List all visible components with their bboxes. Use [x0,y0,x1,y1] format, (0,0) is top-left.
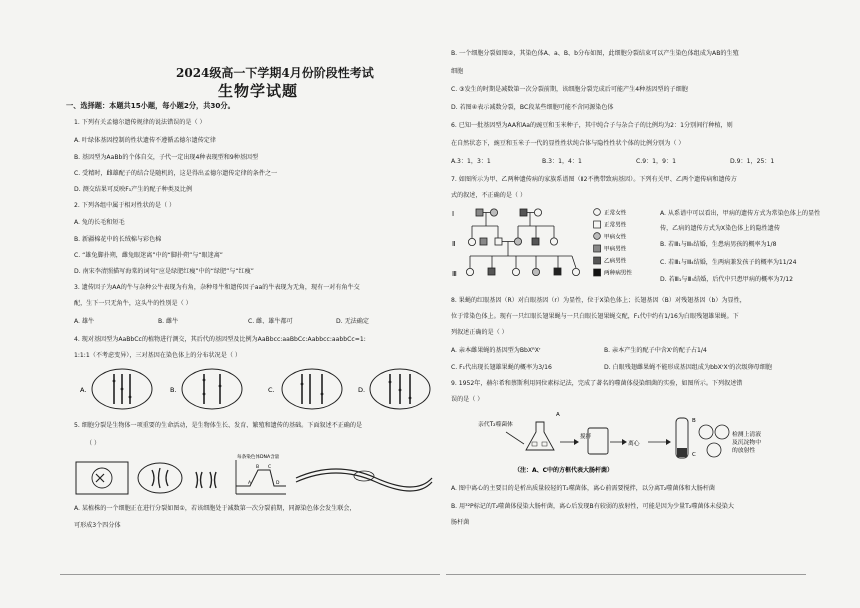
q3-option-c: C. 雌、雄牛都可 [248,318,293,325]
legend-4: 甲病男性 [604,246,627,253]
gen-label-1: Ⅰ [452,210,455,218]
q8-stem-2: 位于常染色体上。现有一只红眼长翅果蝇与一只白眼长翅果蝇交配，F₁代中约有1/16为白眼残翅雄果蝇。下 [451,313,739,320]
bottom-divider-right [446,574,806,575]
legend-3: 甲病女性 [604,234,627,241]
legend-1: 正常女性 [604,210,627,217]
q7-stem-1: 7. 如图所示为甲、乙两种遗传病的家族系谱图（Ⅱ2不携带致病基因）。下列有关甲、乙两个遗传病和遗传方 [451,176,737,183]
q9-stem-2: 误的是（ ） [451,396,484,403]
fig5-point-b: B [256,465,260,470]
q1-option-c: C. 受精时，雌雄配子的结合是随机的，这是得出孟德尔遗传定律的条件之一 [74,170,278,177]
q4-label-a: A. [80,386,87,394]
exam-title: 2024级高一下学期4月份阶段性考试 [176,66,374,80]
pedigree-legend [592,206,652,284]
q5-figure [74,452,436,498]
q7-option-a-2: 传，乙病的遗传方式为X染色体上的隐性遗传 [660,225,780,232]
q8-stem-1: 8. 果蝇的红眼基因（R）对白眼基因（r）为显性，位于X染色体上；长翅基因（B）对残翅基因（b）为显性， [451,297,746,304]
legend-2: 正常男性 [604,222,627,229]
q3-option-d: D. 无法确定 [336,318,369,325]
q4-label-b: B. [170,386,177,394]
q5-option-a-1: A. 某植株的一个细胞正在进行分裂如图①，若该细胞处于减数第一次分裂前期，同源染色体会发生联会， [74,505,356,512]
fig9-detect-1: 检测上清液 [732,432,761,438]
bottom-divider-left [60,574,440,575]
q6-stem-1: 6. 已知一批基因型为AA和Aa的豌豆和玉米种子，其中纯合子与杂合子的比例均为2：1分别间行种植，则 [451,122,733,129]
q7-option-d: D. 若Ⅲ₁与Ⅲ₅结婚，后代中只患甲病的概率为7/12 [660,276,794,283]
q4-label-d: D. [358,386,366,394]
q8-stem-3: 列叙述正确的是（ ） [451,329,508,336]
q9-stem-1: 9. 1952年，赫尔希和蔡斯利用同位素标记法，完成了著名的噬菌体侵染细菌的实验，如图所示。下列叙述错 [451,380,743,387]
q4-cell-d [370,369,430,409]
q1-option-d: D. 测交结果可反映F₁产生的配子种类及比例 [74,186,193,193]
fig9-label-c: C [692,452,696,458]
gen-label-2: Ⅱ [452,240,456,248]
fig5-point-c: C [268,465,272,470]
q9-option-b-2: 肠杆菌 [451,519,470,526]
q5-fig-2 [138,463,182,493]
q4-stem-1: 4. 现对基因型为AaBbCc的植物进行测交，其后代的基因型及比例为AaBbcc:aaBbCc:Aabbcc:aabbCc=1: [74,336,366,343]
q9-option-b-1: B. 用³²P标记的T₂噬菌体侵染大肠杆菌，离心后发现B有较弱的放射性，可能是因为少量T₂噬菌体未侵染大 [451,503,734,510]
q8-option-d: D. 白眼残翅雌果蝇不能形成基因组成为bbXʳXʳ的次级卵母细胞 [604,364,772,371]
q2-option-c: C. “雄兔脚扑朔，雌兔眼迷离”中的“脚扑朔”与“眼迷离” [74,252,223,259]
q3-stem-2: 配，生下一只无角牛，这头牛的性别是（ ） [74,300,192,307]
q2-option-a: A. 兔的长毛和短毛 [74,219,125,226]
q5-fig-4-chart [236,453,286,494]
q6-option-a: A.3：1，3：1 [451,158,491,165]
q8-option-b: B. 亲本产生的配子中含Xʳ的配子占1/4 [604,347,707,354]
q7-stem-2: 式的叙述，不正确的是（ ） [451,192,527,199]
q5-option-c: C. ③发生的时期是减数第一次分裂前期，该细胞分裂完成后可能产生4种基因型的子细胞 [451,86,688,93]
q5-stem-2: （ ） [86,440,101,447]
q1-option-a: A. 叶绿体基因控制的性状遗传不遵循孟德尔遗传定律 [74,137,216,144]
q3-option-b: B. 雌牛 [158,318,179,325]
fig9-note: （注：A、C中的方框代表大肠杆菌） [514,467,614,474]
q3-option-a: A. 雄牛 [74,318,95,325]
q2-stem: 2. 下列各组中属于相对性状的是（ ） [74,202,176,209]
exam-subject: 生物学试题 [218,82,299,100]
q5-fig-1 [76,462,128,494]
q6-option-d: D.9：1，25：1 [730,158,775,165]
q4-stem-2: 1:1:1（不考虑变异），三对基因在染色体上的分布状况是（ ） [74,352,241,359]
fig5-point-a: A [248,481,252,486]
q6-stem-2: 在自然状态下，豌豆和玉米子一代的显性性状纯合体与隐性性状个体的比例分别为（ ） [451,140,685,147]
q4-cell-c [282,369,342,409]
q5-option-d: D. 若图④表示减数分裂，BC段某些细胞可能不含同源染色体 [451,104,614,111]
q5-option-b-2: 细胞 [451,68,464,75]
fig9-flask [526,422,554,450]
q5-option-b-1: B. 一个细胞分裂如图②，其染色体A、a、B、b分布如图，此细胞分裂结束可以产生染色体组成为AB的生殖 [451,50,739,57]
q7-option-c: C. 若Ⅲ₁与Ⅲ₄结婚，生两病兼发孩子的概率为11/24 [660,259,797,266]
fig9-label-a: A [556,412,560,418]
q6-option-c: C.9：1，9：1 [636,158,676,165]
fig9-tube-icon [676,418,688,458]
fig9-phage: 亲代T₂噬菌体 [478,422,513,428]
q4-label-c: C. [268,386,275,394]
fig9-centrifuge: 离心 [628,441,640,447]
q5-fig-3 [196,472,216,488]
q5-fig-5 [296,469,432,491]
fig9-mix: 搅拌 [580,434,592,440]
legend-6: 两种病男性 [604,270,632,277]
q7-option-b: B. 若Ⅲ₁与Ⅲ₅结婚，生患病男孩的概率为1/8 [660,241,777,248]
q3-stem-1: 3. 遗传因子为AA的牛与杂种公牛表现为有角，杂种母牛和遗传因子aa的牛表现为无角，现有一对有角牛交 [74,284,360,291]
q4-figure [74,366,436,412]
q5-option-a-2: 可形成3个四分体 [74,522,121,529]
fig9-label-b: B [692,418,696,424]
q9-figure [470,408,815,482]
q2-option-b: B. 新疆棉花中的长绒棉与彩色棉 [74,236,162,243]
fig9-detect-2: 及沉淀物中 [732,440,761,446]
q7-pedigree [450,204,590,286]
q8-option-a: A. 亲本雌果蝇的基因型为BbXᴿXʳ [451,347,541,354]
section-heading: 一、选择题：本题共15小题，每小题2分，共30分。 [66,101,235,110]
legend-5: 乙病男性 [604,258,627,265]
q9-option-a: A. 图中离心的主要目的是析出质量较轻的T₂噬菌体，离心前需要搅拌，以分离T₂噬菌体和大肠杆菌 [451,485,716,492]
q7-option-a-1: A. 从系谱中可以看出，甲病的遗传方式为常染色体上的显性 [660,210,821,217]
fig5-axis-label: 每条染色体DNA含量 [237,455,280,460]
q4-cell-a [92,369,152,409]
q6-option-b: B.3：1，4：1 [542,158,582,165]
q1-stem: 1. 下列有关孟德尔遗传规律的说法错误的是（ ） [74,119,206,126]
fig5-point-d: D [276,481,280,486]
q8-option-c: C. F₁代出现长翅雄果蝇的概率为3/16 [451,364,552,371]
q5-stem-1: 5. 细胞分裂是生物体一项重要的生命活动，是生物体生长、发育、繁殖和遗传的基础。下面叙述不正确的是 [74,422,363,429]
q2-option-d: D. 南宋李清照描写海棠的词句“应是绿肥红瘦”中的“绿肥”与“红瘦” [74,268,254,275]
q4-cell-b [182,369,242,409]
fig9-detect-3: 的放射性 [732,448,756,454]
q1-option-b: B. 基因型为AaBb的个体自交，子代一定出现4种表现型和9种基因型 [74,154,259,161]
gen-label-3: Ⅲ [452,270,457,278]
fig9-blender-icon [588,428,608,454]
